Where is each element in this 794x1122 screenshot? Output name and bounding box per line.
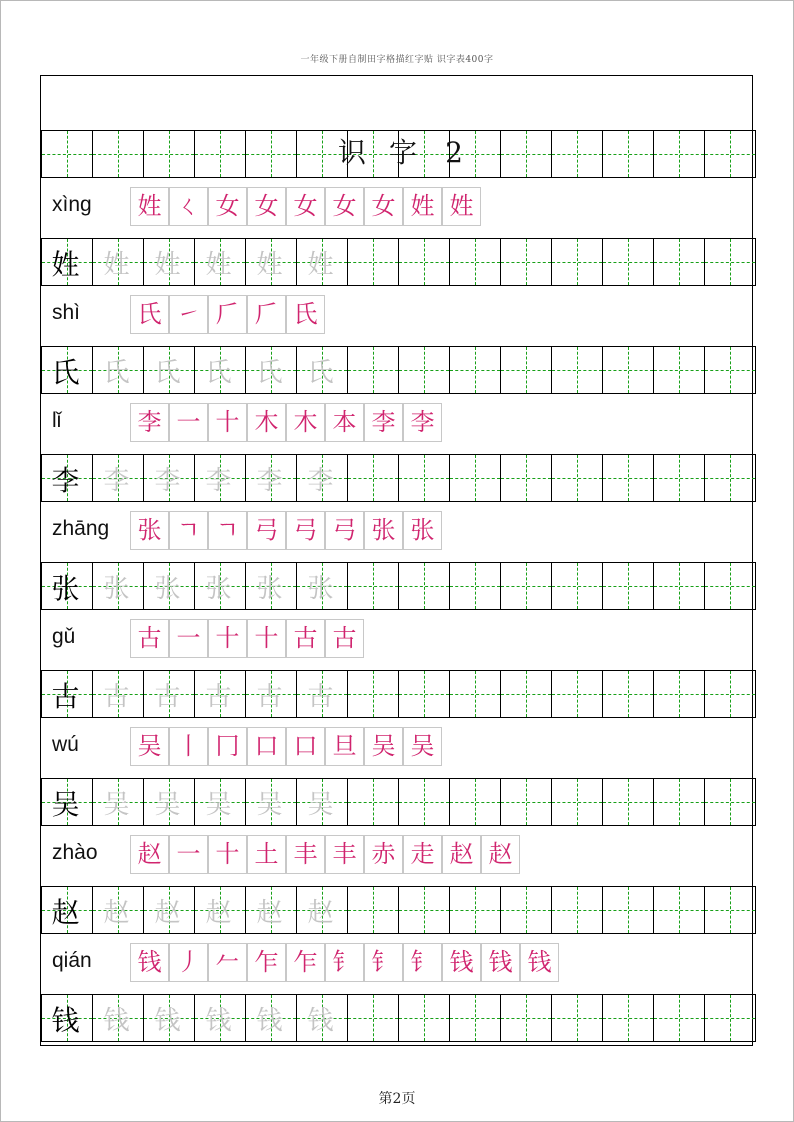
trace-character: 古 — [103, 682, 130, 712]
stroke-order-cell: 丨 — [169, 727, 208, 766]
grid-guide-v — [526, 563, 527, 609]
trace-character: 古 — [205, 682, 232, 712]
practice-grid-cell — [347, 778, 399, 826]
grid-guide-v — [220, 131, 221, 177]
practice-grid-cell — [704, 994, 756, 1042]
grid-guide-v — [628, 779, 629, 825]
grid-guide-v — [730, 455, 731, 501]
practice-grid-cell — [500, 886, 552, 934]
grid-guide-v — [373, 455, 374, 501]
stroke-order-cell: 𠂉 — [208, 943, 247, 982]
practice-grid-cell — [398, 886, 450, 934]
stroke-order-cell: 氏 — [130, 295, 169, 334]
grid-guide-v — [577, 455, 578, 501]
grid-guide-v — [424, 995, 425, 1041]
grid-guide-v — [577, 779, 578, 825]
practice-grid-cell — [653, 346, 705, 394]
trace-character: 张 — [154, 574, 181, 604]
trace-character: 李 — [154, 466, 181, 496]
stroke-order-cell: 土 — [247, 835, 286, 874]
stroke-order-cell: 钱 — [442, 943, 481, 982]
grid-guide-v — [373, 563, 374, 609]
practice-grid-cell — [449, 346, 501, 394]
grid-guide-v — [628, 887, 629, 933]
grid-guide-v — [730, 131, 731, 177]
grid-guide-v — [322, 131, 323, 177]
practice-grid-cell — [449, 670, 501, 718]
trace-character: 姓 — [256, 250, 283, 280]
grid-guide-v — [475, 347, 476, 393]
trace-character: 姓 — [307, 250, 334, 280]
grid-guide-v — [730, 563, 731, 609]
stroke-order-cell: 木 — [286, 403, 325, 442]
stroke-order-cell: 一 — [169, 619, 208, 658]
practice-grid-cell — [347, 562, 399, 610]
practice-grid-cell — [500, 346, 552, 394]
practice-grid-cell — [704, 238, 756, 286]
stroke-order-cell: 十 — [247, 619, 286, 658]
trace-character: 古 — [307, 682, 334, 712]
stroke-order-cell: 李 — [403, 403, 442, 442]
grid-guide-v — [424, 779, 425, 825]
grid-guide-v — [679, 995, 680, 1041]
grid-guide-v — [679, 455, 680, 501]
grid-guide-v — [679, 239, 680, 285]
stroke-order-cell: 女 — [325, 187, 364, 226]
stroke-order-cell: 弓 — [325, 511, 364, 550]
trace-character: 张 — [307, 574, 334, 604]
grid-guide-v — [424, 239, 425, 285]
practice-grid-cell — [602, 238, 654, 286]
stroke-order-cell: 走 — [403, 835, 442, 874]
model-character: 赵 — [51, 896, 80, 929]
stroke-order-cell: ㄱ — [169, 511, 208, 550]
grid-guide-v — [628, 563, 629, 609]
grid-guide-v — [424, 563, 425, 609]
practice-grid-cell — [602, 994, 654, 1042]
pinyin-label: zhāng — [52, 517, 110, 540]
trace-character: 古 — [256, 682, 283, 712]
practice-grid-cell — [551, 778, 603, 826]
stroke-order-cell: ㇀ — [169, 295, 208, 334]
grid-guide-v — [628, 239, 629, 285]
stroke-order-cell: 吴 — [130, 727, 169, 766]
pinyin-label: qián — [52, 949, 92, 972]
grid-guide-v — [730, 671, 731, 717]
model-character: 钱 — [51, 1004, 80, 1037]
stroke-order-cell: ㄑ — [169, 187, 208, 226]
grid-guide-v — [577, 887, 578, 933]
trace-character: 钱 — [154, 1006, 181, 1036]
trace-character: 钱 — [256, 1006, 283, 1036]
trace-character: 氏 — [205, 358, 232, 388]
practice-grid-cell — [500, 670, 552, 718]
trace-character: 吴 — [103, 790, 130, 820]
grid-guide-v — [526, 131, 527, 177]
pinyin-label: xìng — [52, 193, 92, 216]
stroke-order-cell: 张 — [130, 511, 169, 550]
trace-character: 姓 — [154, 250, 181, 280]
practice-grid-cell — [500, 562, 552, 610]
grid-guide-v — [526, 347, 527, 393]
trace-character: 赵 — [154, 898, 181, 928]
practice-grid-cell — [653, 886, 705, 934]
practice-grid-cell — [602, 562, 654, 610]
grid-guide-v — [475, 455, 476, 501]
stroke-order-cell: 姓 — [130, 187, 169, 226]
stroke-order-cell: 冂 — [208, 727, 247, 766]
stroke-order-cell: 口 — [286, 727, 325, 766]
title-grid-cell — [41, 130, 93, 178]
practice-grid-cell — [653, 994, 705, 1042]
stroke-order-cell: 乍 — [247, 943, 286, 982]
grid-guide-v — [67, 131, 68, 177]
stroke-order-cell: 赤 — [364, 835, 403, 874]
trace-character: 李 — [205, 466, 232, 496]
grid-guide-v — [424, 455, 425, 501]
sheet-title-char: 字 — [388, 136, 417, 169]
trace-character: 氏 — [103, 358, 130, 388]
page-number: 第2页 — [378, 1091, 416, 1107]
practice-grid-cell — [704, 454, 756, 502]
title-grid-cell — [551, 130, 603, 178]
model-character: 吴 — [51, 788, 80, 821]
pinyin-label: zhào — [52, 841, 98, 864]
grid-guide-v — [526, 887, 527, 933]
grid-guide-v — [373, 887, 374, 933]
trace-character: 古 — [154, 682, 181, 712]
grid-guide-v — [730, 779, 731, 825]
trace-character: 吴 — [256, 790, 283, 820]
practice-grid-cell — [551, 346, 603, 394]
grid-guide-v — [526, 779, 527, 825]
grid-guide-v — [628, 347, 629, 393]
stroke-order-cell: 木 — [247, 403, 286, 442]
trace-character: 钱 — [307, 1006, 334, 1036]
grid-guide-v — [679, 887, 680, 933]
trace-character: 氏 — [256, 358, 283, 388]
stroke-order-cell: ㄱ — [208, 511, 247, 550]
title-grid-cell — [92, 130, 144, 178]
model-character: 古 — [51, 680, 80, 713]
trace-character: 吴 — [154, 790, 181, 820]
grid-guide-v — [679, 131, 680, 177]
practice-grid-cell — [500, 994, 552, 1042]
grid-guide-v — [577, 563, 578, 609]
practice-grid-cell — [398, 670, 450, 718]
practice-grid-cell — [704, 670, 756, 718]
grid-guide-v — [577, 347, 578, 393]
practice-grid-cell — [347, 238, 399, 286]
grid-guide-v — [424, 671, 425, 717]
grid-guide-v — [730, 347, 731, 393]
practice-grid-cell — [347, 346, 399, 394]
stroke-order-cell: 乍 — [286, 943, 325, 982]
stroke-order-cell: 丰 — [286, 835, 325, 874]
trace-character: 吴 — [205, 790, 232, 820]
page-header: 一年级下册自制田字格描红字贴 识字表400字 — [300, 55, 494, 65]
practice-grid-cell — [653, 238, 705, 286]
grid-guide-v — [526, 995, 527, 1041]
grid-guide-v — [424, 887, 425, 933]
practice-grid-cell — [347, 670, 399, 718]
stroke-order-cell: 氏 — [286, 295, 325, 334]
practice-grid-cell — [500, 778, 552, 826]
practice-grid-cell — [551, 670, 603, 718]
title-grid-cell — [194, 130, 246, 178]
practice-grid-cell — [449, 994, 501, 1042]
stroke-order-cell: 姓 — [403, 187, 442, 226]
stroke-order-cell: 女 — [247, 187, 286, 226]
title-grid-cell — [245, 130, 297, 178]
practice-grid-cell — [602, 778, 654, 826]
grid-guide-v — [730, 887, 731, 933]
stroke-order-cell: 姓 — [442, 187, 481, 226]
grid-guide-v — [526, 239, 527, 285]
grid-guide-v — [271, 131, 272, 177]
practice-grid-cell — [704, 562, 756, 610]
stroke-order-cell: 吴 — [364, 727, 403, 766]
grid-guide-v — [679, 671, 680, 717]
stroke-order-cell: 钅 — [364, 943, 403, 982]
grid-guide-v — [526, 455, 527, 501]
stroke-order-cell: 钱 — [481, 943, 520, 982]
sheet-title-char: 识 — [337, 136, 366, 169]
practice-grid-cell — [398, 238, 450, 286]
stroke-order-cell: 一 — [169, 835, 208, 874]
grid-guide-v — [577, 995, 578, 1041]
stroke-order-cell: 女 — [364, 187, 403, 226]
practice-grid-cell — [398, 454, 450, 502]
stroke-order-cell: 弓 — [247, 511, 286, 550]
practice-grid-cell — [551, 562, 603, 610]
trace-character: 氏 — [154, 358, 181, 388]
title-grid-cell — [653, 130, 705, 178]
practice-grid-cell — [398, 994, 450, 1042]
model-character: 李 — [51, 464, 80, 497]
stroke-order-cell: 赵 — [130, 835, 169, 874]
grid-guide-v — [373, 779, 374, 825]
grid-guide-v — [577, 239, 578, 285]
model-character: 氏 — [51, 356, 80, 389]
practice-grid-cell — [704, 886, 756, 934]
stroke-order-cell: 钱 — [520, 943, 559, 982]
practice-grid-cell — [347, 454, 399, 502]
trace-character: 吴 — [307, 790, 334, 820]
grid-guide-v — [475, 239, 476, 285]
trace-character: 赵 — [103, 898, 130, 928]
practice-grid-cell — [653, 454, 705, 502]
trace-character: 李 — [103, 466, 130, 496]
practice-grid-cell — [551, 886, 603, 934]
pinyin-label: shì — [52, 301, 81, 324]
stroke-order-cell: 李 — [364, 403, 403, 442]
grid-guide-v — [475, 995, 476, 1041]
practice-grid-cell — [551, 238, 603, 286]
pinyin-label: wú — [52, 733, 79, 756]
grid-guide-v — [679, 563, 680, 609]
grid-guide-v — [475, 887, 476, 933]
stroke-order-cell: 丰 — [325, 835, 364, 874]
practice-grid-cell — [500, 454, 552, 502]
grid-guide-v — [373, 671, 374, 717]
title-grid-cell — [602, 130, 654, 178]
practice-grid-cell — [347, 994, 399, 1042]
title-grid-cell — [704, 130, 756, 178]
model-character: 姓 — [51, 248, 80, 281]
trace-character: 姓 — [205, 250, 232, 280]
practice-grid-cell — [653, 670, 705, 718]
stroke-order-cell: 女 — [286, 187, 325, 226]
grid-guide-v — [628, 131, 629, 177]
practice-grid-cell — [602, 346, 654, 394]
stroke-order-cell: 旦 — [325, 727, 364, 766]
stroke-order-cell: 十 — [208, 835, 247, 874]
trace-character: 钱 — [205, 1006, 232, 1036]
practice-grid-cell — [398, 346, 450, 394]
trace-character: 钱 — [103, 1006, 130, 1036]
trace-character: 赵 — [307, 898, 334, 928]
trace-character: 姓 — [103, 250, 130, 280]
trace-character: 李 — [307, 466, 334, 496]
stroke-order-cell: 古 — [325, 619, 364, 658]
practice-grid-cell — [551, 994, 603, 1042]
stroke-order-cell: 口 — [247, 727, 286, 766]
grid-guide-v — [475, 671, 476, 717]
grid-guide-v — [373, 995, 374, 1041]
grid-guide-v — [628, 995, 629, 1041]
stroke-order-cell: 女 — [208, 187, 247, 226]
grid-guide-v — [475, 563, 476, 609]
stroke-order-cell: 吴 — [403, 727, 442, 766]
practice-grid-cell — [704, 778, 756, 826]
stroke-order-cell: 十 — [208, 619, 247, 658]
stroke-order-cell: 张 — [403, 511, 442, 550]
stroke-order-cell: 𠂆 — [208, 295, 247, 334]
stroke-order-cell: 李 — [130, 403, 169, 442]
practice-grid-cell — [398, 562, 450, 610]
grid-guide-v — [628, 671, 629, 717]
practice-grid-cell — [449, 562, 501, 610]
grid-guide-v — [730, 995, 731, 1041]
practice-grid-cell — [398, 778, 450, 826]
practice-grid-cell — [653, 778, 705, 826]
practice-grid-cell — [602, 670, 654, 718]
grid-guide-v — [475, 779, 476, 825]
trace-character: 张 — [103, 574, 130, 604]
grid-guide-v — [577, 131, 578, 177]
practice-grid-cell — [449, 454, 501, 502]
stroke-order-cell: 钅 — [403, 943, 442, 982]
grid-guide-v — [628, 455, 629, 501]
practice-grid-cell — [449, 238, 501, 286]
practice-grid-cell — [704, 346, 756, 394]
stroke-order-cell: 十 — [208, 403, 247, 442]
trace-character: 赵 — [205, 898, 232, 928]
model-character: 张 — [51, 572, 80, 605]
trace-character: 张 — [205, 574, 232, 604]
grid-guide-v — [118, 131, 119, 177]
grid-guide-v — [577, 671, 578, 717]
trace-character: 张 — [256, 574, 283, 604]
grid-guide-v — [679, 779, 680, 825]
stroke-order-cell: 赵 — [481, 835, 520, 874]
grid-guide-v — [169, 131, 170, 177]
stroke-order-cell: 弓 — [286, 511, 325, 550]
pinyin-label: gǔ — [52, 625, 76, 648]
grid-guide-v — [373, 239, 374, 285]
practice-grid-cell — [653, 562, 705, 610]
stroke-order-cell: 本 — [325, 403, 364, 442]
stroke-order-cell: 张 — [364, 511, 403, 550]
grid-guide-v — [679, 347, 680, 393]
stroke-order-cell: 古 — [286, 619, 325, 658]
practice-grid-cell — [551, 454, 603, 502]
trace-character: 赵 — [256, 898, 283, 928]
practice-grid-cell — [449, 778, 501, 826]
stroke-order-cell: 𠂆 — [247, 295, 286, 334]
stroke-order-cell: 丿 — [169, 943, 208, 982]
grid-guide-v — [424, 347, 425, 393]
grid-guide-v — [526, 671, 527, 717]
grid-guide-v — [730, 239, 731, 285]
stroke-order-cell: 钱 — [130, 943, 169, 982]
sheet-title-char: 2 — [445, 136, 463, 169]
stroke-order-cell: 一 — [169, 403, 208, 442]
stroke-order-cell: 赵 — [442, 835, 481, 874]
practice-grid-cell — [602, 886, 654, 934]
trace-character: 氏 — [307, 358, 334, 388]
practice-grid-cell — [347, 886, 399, 934]
trace-character: 李 — [256, 466, 283, 496]
stroke-order-cell: 钅 — [325, 943, 364, 982]
practice-grid-cell — [500, 238, 552, 286]
title-grid-cell — [143, 130, 195, 178]
grid-guide-v — [373, 347, 374, 393]
stroke-order-cell: 古 — [130, 619, 169, 658]
pinyin-label: lǐ — [52, 409, 62, 432]
practice-grid-cell — [449, 886, 501, 934]
title-grid-cell — [500, 130, 552, 178]
practice-grid-cell — [602, 454, 654, 502]
